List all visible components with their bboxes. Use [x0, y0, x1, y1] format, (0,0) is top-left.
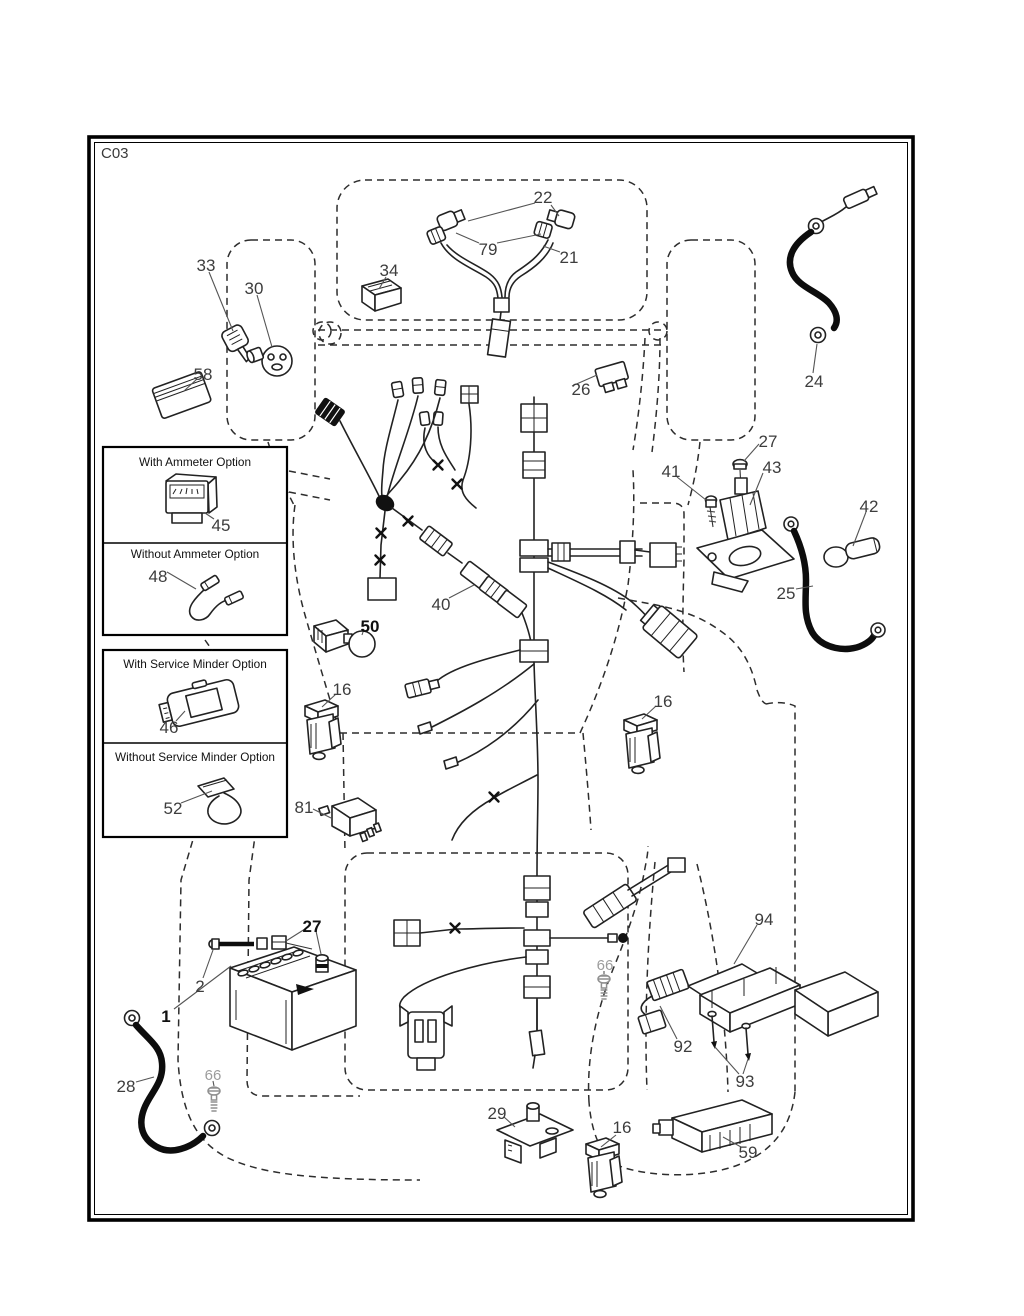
callout-46: 46	[159, 718, 179, 737]
callout-93: 93	[735, 1072, 755, 1091]
solenoid-sketch	[697, 460, 794, 592]
callout-16-left: 16	[332, 680, 352, 699]
callout-21: 21	[559, 248, 579, 267]
lower-frame-outline	[345, 853, 628, 1090]
connector-92-sketch	[638, 969, 689, 1034]
ammeter-box-link-dashes	[289, 471, 330, 500]
callout-40: 40	[431, 595, 451, 614]
hood-outline	[313, 180, 667, 345]
callout-34: 34	[379, 261, 399, 280]
callout-16-right: 16	[653, 692, 673, 711]
terminal-boot-sketch	[824, 536, 881, 567]
relay-sketch	[319, 798, 383, 842]
ammeter-with-title: With Ammeter Option	[138, 455, 252, 469]
callout-92: 92	[673, 1037, 693, 1056]
ignition-switch-sketch	[246, 346, 292, 376]
battery-cable-24-sketch	[790, 185, 878, 343]
battery-bolt-sketch	[209, 936, 312, 949]
callout-2: 2	[195, 977, 205, 996]
fuse-sketch	[595, 361, 631, 393]
callout-45: 45	[211, 516, 231, 535]
callout-66-left: 66	[204, 1067, 222, 1084]
bracket-module-94-sketch	[688, 964, 878, 1036]
interlock-switch-16-left	[305, 700, 341, 759]
lower-harness-sketch	[394, 858, 685, 1070]
callout-52: 52	[163, 799, 183, 818]
callout-27-solenoid: 27	[758, 432, 778, 451]
interlock-switch-16-bottom	[586, 1138, 622, 1197]
service-minder-option-box	[103, 650, 287, 837]
ammeter-option-box	[103, 447, 287, 635]
ammeter-without-title: Without Ammeter Option	[130, 547, 260, 561]
callout-26: 26	[571, 380, 591, 399]
callout-41: 41	[661, 462, 681, 481]
callout-29: 29	[487, 1104, 507, 1123]
callout-81: 81	[294, 798, 314, 817]
callout-94: 94	[754, 910, 774, 929]
callout-43: 43	[762, 458, 782, 477]
callout-30: 30	[244, 279, 264, 298]
callout-28: 28	[116, 1077, 136, 1096]
callout-27-battery: 27	[302, 917, 322, 936]
callout-16-bottom: 16	[612, 1118, 632, 1137]
callout-22: 22	[533, 188, 553, 207]
service-minder-with-title: With Service Minder Option	[123, 657, 267, 671]
battery-sketch	[230, 947, 356, 1050]
callout-33: 33	[196, 256, 216, 275]
right-fender-outline	[589, 598, 795, 1175]
service-minder-without-title: Without Service Minder Option	[115, 750, 275, 764]
callout-58: 58	[193, 365, 213, 384]
box-link-dash	[205, 640, 212, 650]
interlock-switch-16-right	[624, 714, 660, 773]
callout-50: 50	[360, 617, 380, 636]
ground-cable-25-sketch	[784, 517, 885, 649]
headlight-harness-sketch	[426, 207, 575, 357]
bolt-41-sketch	[706, 496, 717, 527]
callout-59: 59	[738, 1143, 758, 1162]
callout-48: 48	[148, 567, 168, 586]
callout-42: 42	[859, 497, 879, 516]
two-pin-connector-sketch	[400, 1006, 452, 1070]
callout-25: 25	[776, 584, 796, 603]
screw-66-right	[598, 975, 610, 999]
center-frame-outline	[293, 470, 684, 853]
screw-66-left	[208, 1087, 220, 1111]
seat-switch-sketch	[497, 1103, 573, 1163]
callout-66-right: 66	[596, 957, 614, 974]
callout-24: 24	[804, 372, 824, 391]
callout-1: 1	[161, 1007, 171, 1026]
diagram-code: C03	[101, 145, 129, 162]
callout-79: 79	[478, 240, 498, 259]
